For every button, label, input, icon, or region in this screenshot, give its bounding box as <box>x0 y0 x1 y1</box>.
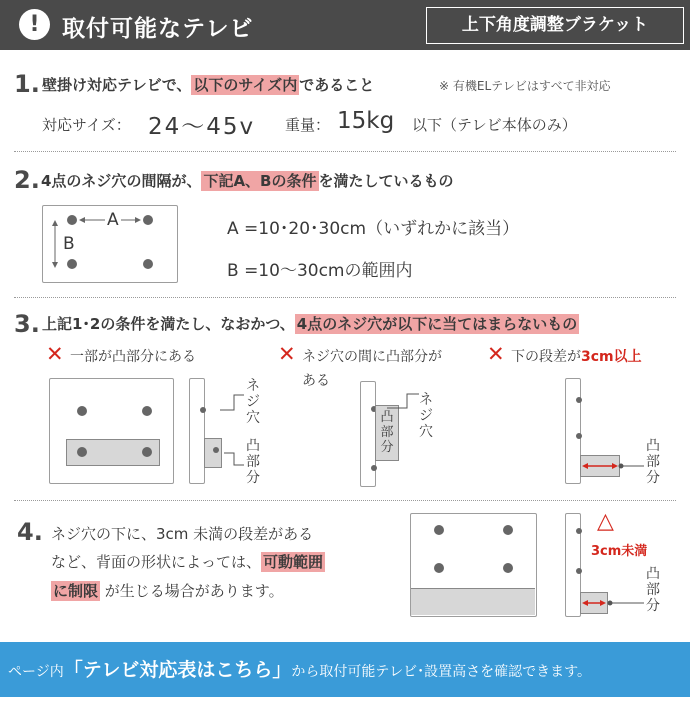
case3-text-a: 下の段差が <box>511 349 581 365</box>
tv-list-link[interactable]: 「テレビ対応表はこちら」 <box>63 659 292 681</box>
footer-suffix: から取付可能テレビ･設置高さを確認できます。 <box>291 664 591 680</box>
footer-prefix: ページ内 <box>8 664 64 680</box>
screw-hole <box>576 528 582 534</box>
section4-line2-highlight: 可動範囲 <box>263 553 324 571</box>
section2-text-b: を満たしているもの <box>318 172 454 190</box>
divider <box>14 500 676 501</box>
step-arrow <box>580 592 650 616</box>
screw-hole <box>77 406 87 416</box>
section2-number: 2. <box>14 166 40 194</box>
section4-number: 4. <box>17 518 43 546</box>
label-b: B <box>63 234 75 254</box>
bump-label: 凸 部 分 <box>646 566 660 614</box>
weight-label: 重量： <box>285 116 331 134</box>
section4-line3 <box>51 580 284 601</box>
screw-hole <box>576 568 582 574</box>
screw-hole <box>576 433 582 439</box>
screw-hole <box>142 447 152 457</box>
cross-icon: ✕ <box>278 342 296 366</box>
section1-text-a: 壁掛け対応テレビで、 <box>42 76 192 94</box>
screw-hole <box>142 406 152 416</box>
caution-triangle-icon: △ <box>597 509 614 534</box>
leader-lines <box>200 390 248 470</box>
product-badge: 上下角度調整ブラケット <box>426 7 684 44</box>
section3-heading <box>42 313 579 334</box>
section1-text-b: であること <box>299 76 375 94</box>
step-area <box>411 588 535 615</box>
hole-spacing-diagram <box>42 205 178 283</box>
screw-hole-label: ネ ジ 穴 <box>246 378 260 426</box>
section1-number: 1. <box>14 70 40 98</box>
bump-label: 凸 部 分 <box>646 438 660 486</box>
bump-label: 凸 部 分 <box>380 410 394 455</box>
condition-b: B =10〜30cmの範囲内 <box>227 261 413 281</box>
screw-hole <box>503 563 513 573</box>
screw-hole <box>434 563 444 573</box>
section4-line2 <box>51 551 325 572</box>
exclamation-icon: ! <box>19 9 50 40</box>
divider <box>14 151 676 152</box>
tv-side-diagram <box>565 513 581 617</box>
section1-highlight: 以下のサイズ内 <box>193 76 298 94</box>
label-a: A <box>107 210 119 230</box>
screw-hole <box>503 525 513 535</box>
under-3cm-label: 3cm未満 <box>591 544 648 559</box>
screw-hole-label: ネ ジ 穴 <box>419 392 433 440</box>
tv-side-diagram <box>360 381 376 487</box>
case1-text: 一部が凸部分にある <box>70 349 196 365</box>
section4-line3-highlight: に制限 <box>53 582 99 600</box>
bump-label: 凸 部 分 <box>246 438 260 486</box>
size-label: 対応サイズ： <box>42 116 131 134</box>
section1-note: ※ 有機ELテレビはすべて非対応 <box>439 79 611 93</box>
tv-side-diagram <box>565 378 581 484</box>
tv-back-diagram <box>410 513 537 617</box>
page-title: 取付可能なテレビ <box>62 16 254 42</box>
weight-suffix: 以下（テレビ本体のみ） <box>412 116 577 134</box>
section2-heading <box>41 170 454 191</box>
cross-icon: ✕ <box>46 342 64 366</box>
screw-hole <box>77 447 87 457</box>
case2-text-line1: ネジ穴の間に凸部分が <box>302 349 442 365</box>
section4-line3-b: が生じる場合があります。 <box>104 582 284 600</box>
screw-hole <box>434 525 444 535</box>
section3-number: 3. <box>14 310 40 338</box>
section2-text-a: 4点のネジ穴の間隔が、 <box>41 172 202 190</box>
size-value: 24〜45v <box>148 114 256 140</box>
cross-icon: ✕ <box>487 342 505 366</box>
section3-text-a: 上記1･2の条件を満たし、なおかつ、 <box>42 315 295 333</box>
weight-value: 15kg <box>337 108 395 134</box>
section2-highlight: 下記A、Bの条件 <box>203 172 317 190</box>
divider <box>14 297 676 298</box>
case3-text-b: 3cm以上 <box>581 349 642 365</box>
page-header <box>0 0 690 50</box>
section3-highlight: 4点のネジ穴が以下に当てはまらないもの <box>296 315 578 333</box>
step-arrow <box>580 455 650 479</box>
footer-text <box>8 655 591 682</box>
condition-a: A =10･20･30cm（いずれかに該当） <box>227 219 520 239</box>
screw-hole <box>576 397 582 403</box>
case2-text-line2: ある <box>302 373 330 389</box>
screw-hole <box>371 465 377 471</box>
case3-text <box>511 346 642 366</box>
section1-heading <box>42 74 374 95</box>
section4-line1: ネジ穴の下に、3cm 未満の段差がある <box>51 525 314 543</box>
section4-line2-a: など、背面の形状によっては、 <box>51 553 262 571</box>
tv-back-diagram <box>49 378 174 484</box>
